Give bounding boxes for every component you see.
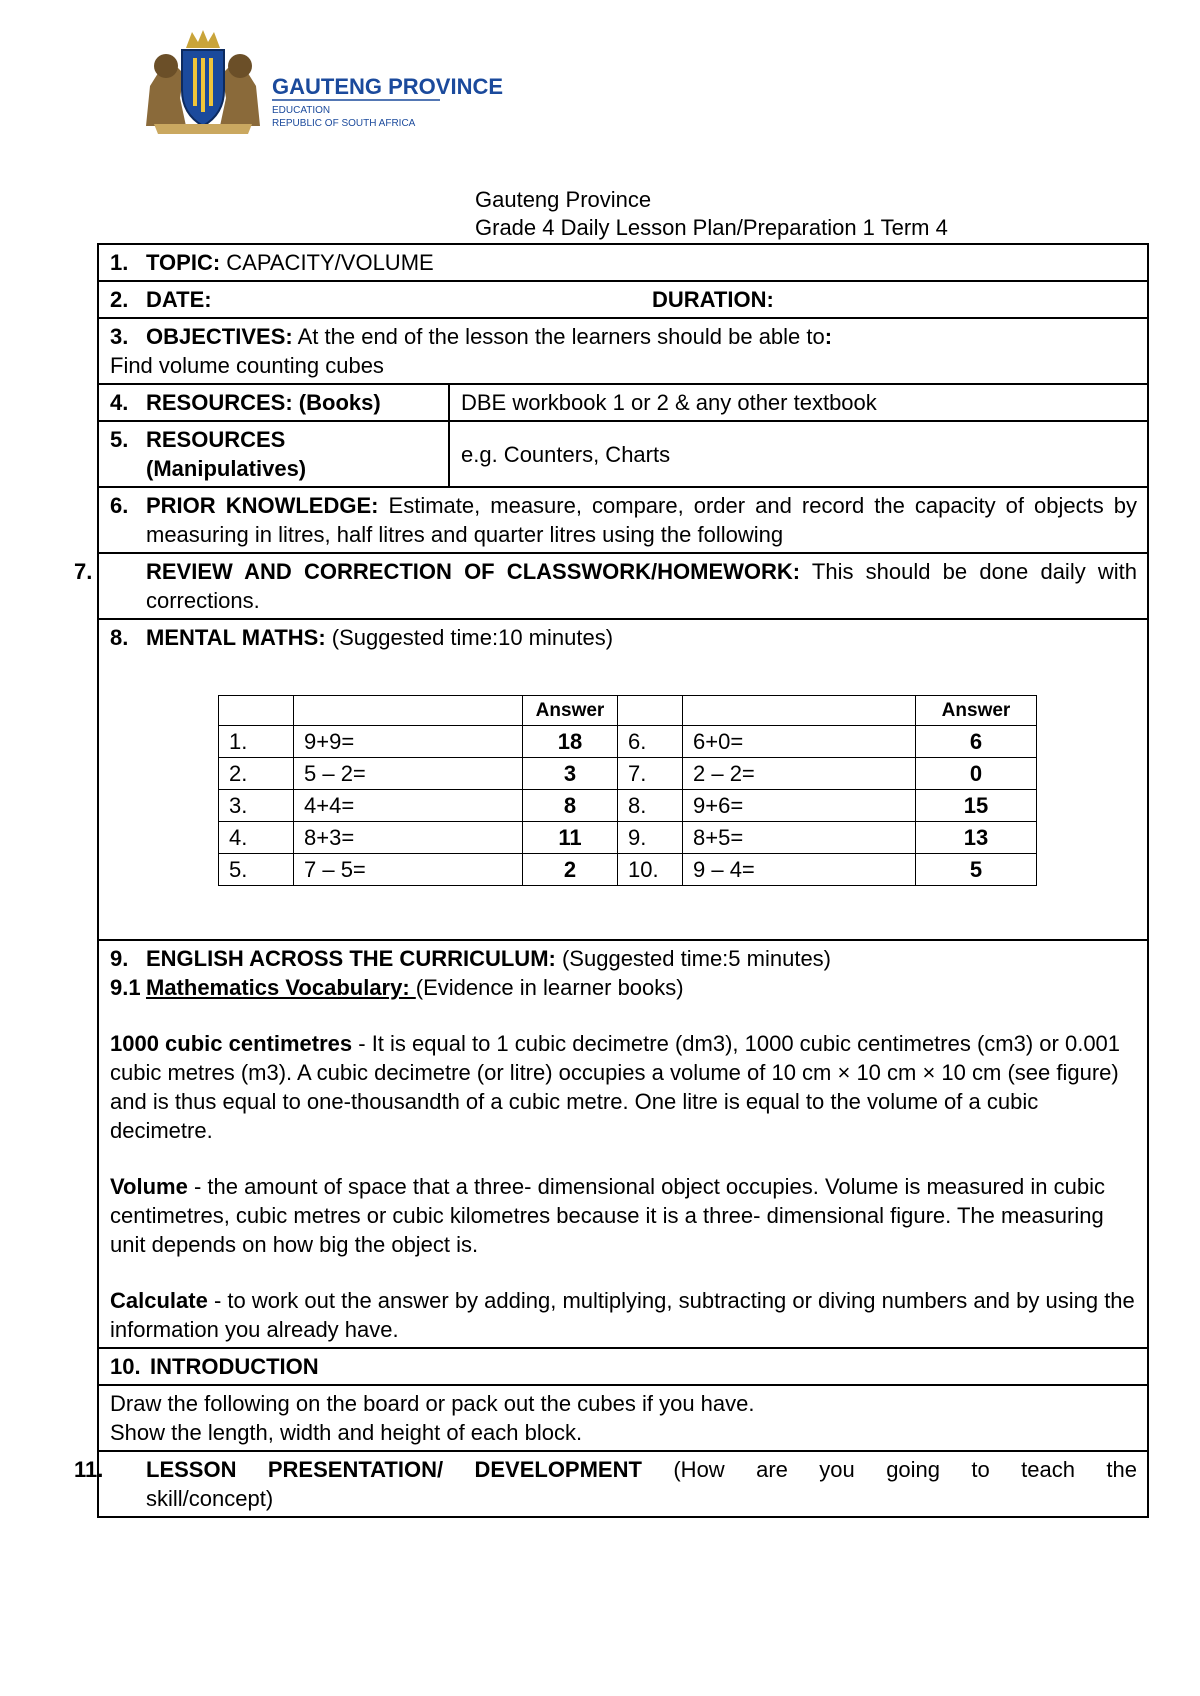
vocab-term: Volume - the amount of space that a three- dimensional object occupies. Volume is measured in cubic centimetres, cubic metres or cubic kilometres because it is a three- dimensional figure. The measuring unit depends on how big the object is. bbox=[110, 1174, 1105, 1257]
objectives-intro: At the end of the lesson the learners should be able to bbox=[297, 324, 825, 349]
gauteng-logo bbox=[140, 28, 504, 136]
question-number: 10. bbox=[618, 854, 683, 886]
prior-knowledge-row bbox=[98, 487, 1148, 553]
vocab-term: 1000 cubic centimetres - It is equal to 1 cubic decimetre (dm3), 1000 cubic centimetres (cm3) or 0.001 cubic metres (m3). A cubic decimetre (or litre) occupies a volume of 10 cm × 10 cm × 10 cm (see figure) and is thus equal to one-thousandth of a cubic metre. One litre is equal to the volume of a cubic decimetre. bbox=[110, 1031, 1121, 1143]
lesson-num: 11. bbox=[74, 1457, 104, 1482]
plan-heading: Grade 4 Daily Lesson Plan/Preparation 1 Term 4 bbox=[475, 215, 948, 240]
resources-manip-row bbox=[98, 421, 1148, 487]
question: 9+6= bbox=[683, 790, 916, 822]
answer-header: Answer bbox=[916, 696, 1037, 726]
mental-row bbox=[219, 790, 1037, 822]
mental-maths-table bbox=[218, 695, 1037, 886]
answer: 8 bbox=[523, 790, 618, 822]
question: 9+9= bbox=[294, 726, 523, 758]
lesson-plan-table bbox=[74, 243, 1149, 1518]
intro-line2: Show the length, width and height of each block. bbox=[110, 1420, 583, 1445]
resources-manip-value: e.g. Counters, Charts bbox=[449, 421, 1148, 487]
english-num: 9. bbox=[110, 946, 129, 971]
vocab-term: Calculate - to work out the answer by adding, multiplying, subtracting or diving numbers and by using the information you already have. bbox=[110, 1288, 1135, 1342]
question-number: 5. bbox=[219, 854, 294, 886]
resources-books-label: RESOURCES: (Books) bbox=[146, 390, 381, 415]
date-row bbox=[98, 281, 1148, 318]
objectives-row bbox=[98, 318, 1148, 384]
answer: 15 bbox=[916, 790, 1037, 822]
province-heading: Gauteng Province bbox=[475, 187, 652, 212]
answer: 18 bbox=[523, 726, 618, 758]
question: 8+3= bbox=[294, 822, 523, 854]
resources-manip-num: 5. bbox=[110, 427, 129, 452]
resources-manip-label: RESOURCES bbox=[146, 427, 286, 452]
lesson-label: LESSON PRESENTATION/ DEVELOPMENT bbox=[146, 1457, 642, 1482]
answer: 2 bbox=[523, 854, 618, 886]
review-row bbox=[98, 553, 1148, 619]
answer: 5 bbox=[916, 854, 1037, 886]
date-num: 2. bbox=[110, 287, 129, 312]
mental-maths-row bbox=[98, 619, 1148, 940]
introduction-row bbox=[98, 1348, 1148, 1385]
prior-text: Estimate, measure, compare, order and record the capacity of objects by measuring in litres, half litres and quarter litres using the following bbox=[146, 493, 1137, 547]
mental-num: 8. bbox=[110, 625, 129, 650]
mental-header-row bbox=[219, 696, 1037, 726]
question: 8+5= bbox=[683, 822, 916, 854]
logo-title: GAUTENG PROVINCE bbox=[272, 74, 504, 99]
review-text: This should be done daily with corrections. bbox=[146, 559, 1138, 613]
question-number: 1. bbox=[219, 726, 294, 758]
question: 9 – 4= bbox=[683, 854, 916, 886]
english-text: (Suggested time:5 minutes) bbox=[561, 946, 832, 971]
mental-row bbox=[219, 726, 1037, 758]
question-number: 9. bbox=[618, 822, 683, 854]
objectives-colon: : bbox=[824, 324, 833, 349]
logo-line3: REPUBLIC OF SOUTH AFRICA bbox=[272, 118, 416, 129]
review-label: REVIEW AND CORRECTION OF CLASSWORK/HOMEWORK: bbox=[146, 559, 801, 584]
english-label: ENGLISH ACROSS THE CURRICULUM: bbox=[146, 946, 556, 971]
question-number: 3. bbox=[219, 790, 294, 822]
topic-label: TOPIC: bbox=[146, 250, 221, 275]
review-num: 7. bbox=[74, 559, 93, 584]
topic-value: CAPACITY/VOLUME bbox=[226, 250, 434, 275]
topic-row bbox=[98, 244, 1148, 281]
mental-row bbox=[219, 822, 1037, 854]
answer: 6 bbox=[916, 726, 1037, 758]
question-number: 7. bbox=[618, 758, 683, 790]
question: 6+0= bbox=[683, 726, 916, 758]
logo-line2: EDUCATION bbox=[272, 105, 331, 116]
vocab-num: 9.1 bbox=[110, 975, 141, 1000]
mental-row bbox=[219, 854, 1037, 886]
intro-line1: Draw the following on the board or pack out the cubes if you have. bbox=[110, 1391, 755, 1416]
objectives-text: Find volume counting cubes bbox=[110, 353, 384, 378]
date-label: DATE: bbox=[146, 287, 212, 312]
vocab-text: (Evidence in learner books) bbox=[415, 975, 684, 1000]
prior-label: PRIOR KNOWLEDGE: bbox=[146, 493, 379, 518]
intro-label: INTRODUCTION bbox=[150, 1354, 319, 1379]
topic-num: 1. bbox=[110, 250, 129, 275]
introduction-text-row bbox=[98, 1385, 1148, 1451]
intro-num: 10. bbox=[110, 1354, 141, 1379]
question-number: 4. bbox=[219, 822, 294, 854]
lesson-row bbox=[98, 1451, 1148, 1517]
objectives-num: 3. bbox=[110, 324, 129, 349]
answer: 3 bbox=[523, 758, 618, 790]
question: 4+4= bbox=[294, 790, 523, 822]
question: 2 – 2= bbox=[683, 758, 916, 790]
mental-label: MENTAL MATHS: bbox=[146, 625, 326, 650]
question-number: 2. bbox=[219, 758, 294, 790]
resources-manip-sublabel: (Manipulatives) bbox=[146, 456, 307, 481]
resources-books-num: 4. bbox=[110, 390, 129, 415]
question: 7 – 5= bbox=[294, 854, 523, 886]
lesson-text: (How are you going to teach the skill/concept) bbox=[146, 1457, 1137, 1511]
resources-books-row bbox=[98, 384, 1148, 421]
english-row bbox=[98, 940, 1148, 1348]
question-number: 8. bbox=[618, 790, 683, 822]
answer: 11 bbox=[523, 822, 618, 854]
prior-num: 6. bbox=[110, 493, 129, 518]
vocab-label: Mathematics Vocabulary: bbox=[146, 975, 416, 1000]
answer: 0 bbox=[916, 758, 1037, 790]
question-number: 6. bbox=[618, 726, 683, 758]
answer-header: Answer bbox=[523, 696, 618, 726]
objectives-label: OBJECTIVES: bbox=[146, 324, 293, 349]
duration-label: DURATION: bbox=[652, 287, 774, 312]
mental-text: (Suggested time:10 minutes) bbox=[331, 625, 614, 650]
mental-row bbox=[219, 758, 1037, 790]
resources-books-value: DBE workbook 1 or 2 & any other textbook bbox=[449, 384, 1148, 421]
answer: 13 bbox=[916, 822, 1037, 854]
document-header bbox=[475, 186, 948, 242]
question: 5 – 2= bbox=[294, 758, 523, 790]
